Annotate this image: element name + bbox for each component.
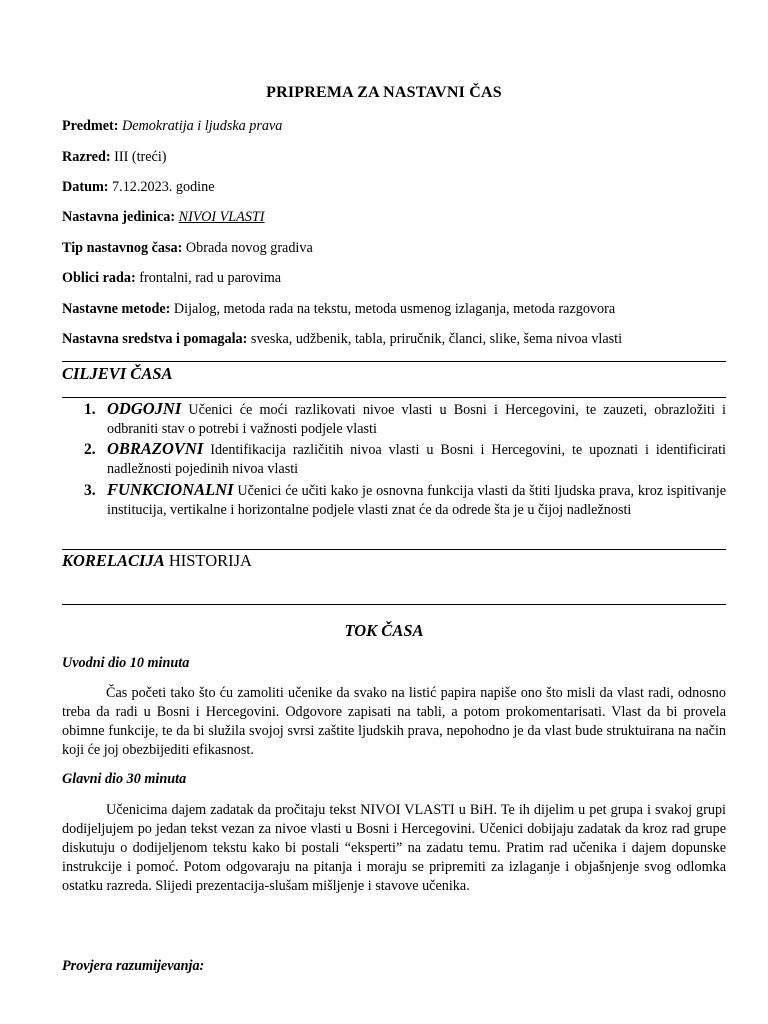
field-nastavna-sredstva xyxy=(62,331,622,348)
field-predmet xyxy=(62,118,282,135)
goal-number: 1. xyxy=(84,401,96,418)
field-label: Datum: xyxy=(62,179,109,195)
goal-text: Učenici će učiti kako je osnovna funkcija vlasti da štiti ljudska prava, kroz ispitivanje institucija, vertikalne i horizontalne podjele vlasti znat će da odrede šta je u čijoj nadležnosti xyxy=(107,483,727,518)
goal-number: 2. xyxy=(84,441,96,458)
korelacija-label: KORELACIJA xyxy=(62,551,165,570)
field-value: III (treći) xyxy=(114,149,167,165)
goal-keyword: ODGOJNI xyxy=(107,399,182,418)
field-value: NIVOI VLASTI xyxy=(178,209,265,225)
field-label: Nastavne metode: xyxy=(62,301,171,317)
field-label: Oblici rada: xyxy=(62,270,136,286)
field-value: sveska, udžbenik, tabla, priručnik, članci, slike, šema nivoa vlasti xyxy=(250,331,623,347)
goal-item xyxy=(78,481,726,519)
goal-text: Identifikacija različitih nivoa vlasti u Bosni i Hercegovini, te upoznati i identificirati nadležnosti pojedinih nivoa vlasti xyxy=(107,442,726,477)
tok-casa-heading: TOK ČASA xyxy=(344,621,424,640)
korelacija-value: HISTORIJA xyxy=(168,551,252,570)
goal-text: Učenici će moći razlikovati nivoe vlasti u Bosni i Hercegovini, te zauzeti, obrazložiti i odbraniti stav o potrebi i važnosti podjele vlasti xyxy=(107,402,726,437)
goal-keyword: FUNKCIONALNI xyxy=(107,480,234,499)
divider xyxy=(62,361,726,362)
glavni-heading: Glavni dio 30 minuta xyxy=(62,771,187,787)
field-value: Dijalog, metoda rada na tekstu, metoda usmenog izlaganja, metoda razgovora xyxy=(173,301,616,317)
field-value: frontalni, rad u parovima xyxy=(139,270,282,286)
field-oblici-rada xyxy=(62,270,281,287)
goal-item xyxy=(78,400,726,438)
goal-keyword: OBRAZOVNI xyxy=(107,439,204,458)
field-label: Nastavna jedinica: xyxy=(62,209,176,225)
uvodni-paragraph: Čas početi tako što ću zamoliti učenike da svako na listić papira napiše ono što misli da vlast radi, odnosno treba da radi u Bosni i Hercegovini. Odgovore zapisati na tabli, a potom prokomentarisati. Vlast da bi provela obimne funkcije, te da bi služila svojoj svrsi zaštite ljudskih prava, nepohodno je da vlast bude struktuirana na način koji će joj obezbijediti efikasnost. xyxy=(62,685,726,758)
ciljevi-heading: CILJEVI ČASA xyxy=(62,364,173,383)
uvodni-heading: Uvodni dio 10 minuta xyxy=(62,655,190,671)
field-nastavne-metode xyxy=(62,301,615,318)
divider xyxy=(62,549,726,550)
field-tip-casa xyxy=(62,240,313,257)
goal-item xyxy=(78,440,726,478)
divider xyxy=(62,397,726,398)
field-value: 7.12.2023. godine xyxy=(112,179,215,195)
field-label: Predmet: xyxy=(62,118,119,134)
korelacija-line xyxy=(62,551,252,571)
document-title: PRIPREMA ZA NASTAVNI ČAS xyxy=(266,84,502,101)
field-datum xyxy=(62,179,215,196)
provjera-heading: Provjera razumijevanja: xyxy=(62,958,205,974)
divider xyxy=(62,604,726,605)
field-label: Nastavna sredstva i pomagala: xyxy=(62,331,248,347)
field-razred xyxy=(62,149,167,166)
field-nastavna-jedinica xyxy=(62,209,265,226)
field-label: Tip nastavnog časa: xyxy=(62,240,183,256)
glavni-paragraph: Učenicima dajem zadatak da pročitaju tekst NIVOI VLASTI u BiH. Te ih dijelim u pet grupa i svakoj grupi dodijeljujem po jedan tekst vezan za nivoe vlasti u Bosni i Hercegovini. Učenici dobijaju zadatak da kroz rad grupe diskutuju o dodijeljenom tekstu kako bi postali “eksperti” na zadatu temu. Pratim rad učenika i dajem dopunske instrukcije i pomoć. Potom odgovaraju na pitanja i moraju se pripremiti za izlaganje i objašnjenje svog odlomka ostatku razreda. Slijedi prezentacija-slušam mišljenje i stavove učenika. xyxy=(62,802,726,894)
field-label: Razred: xyxy=(62,149,111,165)
field-value: Obrada novog gradiva xyxy=(185,240,313,256)
field-value: Demokratija i ljudska prava xyxy=(122,118,283,134)
goal-number: 3. xyxy=(84,482,96,499)
